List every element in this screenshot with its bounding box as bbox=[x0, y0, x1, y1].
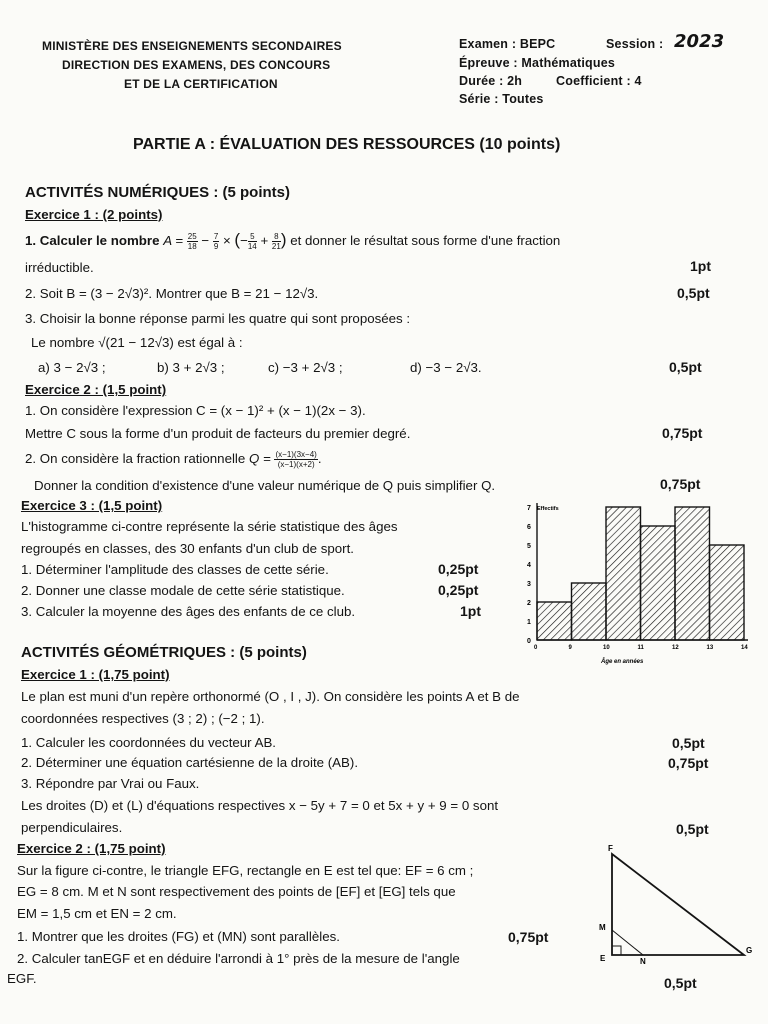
label-g: G bbox=[746, 946, 753, 955]
label-f: F bbox=[608, 844, 613, 853]
histogram-x-tick-label: 10 bbox=[603, 645, 610, 651]
geo-ex1-q2-points: 0,75pt bbox=[668, 755, 709, 771]
numeric-activities-title: ACTIVITÉS NUMÉRIQUES : (5 points) bbox=[25, 184, 291, 201]
histogram-x-tick-label: 9 bbox=[568, 645, 572, 651]
ex1-q3-option-c: c) −3 + 2√3 ; bbox=[268, 360, 343, 375]
duree-label: Durée : 2h bbox=[459, 74, 523, 88]
ex2-q2-text: 2. On considère la fraction rationnelle bbox=[25, 451, 246, 467]
ex3-intro-2: regroupés en classes, des 30 enfants d'un club de sport. bbox=[21, 541, 354, 556]
histogram-xlabel: Âge en années bbox=[601, 659, 644, 665]
ex1-q1-lhs: A = bbox=[163, 233, 184, 248]
ex1-q3: 3. Choisir la bonne réponse parmi les quatre qui sont proposées : bbox=[25, 311, 411, 326]
geo-ex1-q3-statement-cont: perpendiculaires. bbox=[21, 820, 123, 835]
coefficient-label: Coefficient : 4 bbox=[556, 74, 642, 88]
histogram-y-tick-label: 2 bbox=[527, 600, 531, 607]
histogram-bar bbox=[675, 507, 710, 640]
ex1-q1-points: 1pt bbox=[690, 258, 711, 274]
fraction-q: $\frac{(x-1)(3x-4)}{(x-1)(x+2)}$ bbox=[275, 450, 317, 469]
histogram-bar bbox=[641, 526, 676, 640]
ex3-q3-points: 1pt bbox=[460, 603, 481, 619]
histogram-x-tick-label: 13 bbox=[706, 645, 714, 651]
ex1-title: Exercice 1 : (2 points) bbox=[25, 207, 163, 222]
geo-ex2-q2-angle: EGF. bbox=[7, 971, 37, 986]
histogram-x-tick-label: 12 bbox=[672, 645, 679, 651]
ex2-q2-points: 0,75pt bbox=[660, 476, 701, 492]
triangle-figure bbox=[596, 842, 761, 968]
histogram-y-tick-label: 0 bbox=[527, 638, 531, 645]
histogram-ylabel: Effectifs bbox=[537, 506, 559, 512]
ex1-q2: 2. Soit B = (3 − 2√3)². Montrer que B = 21 − 12√3. bbox=[25, 286, 319, 301]
ex3-q1-points: 0,25pt bbox=[438, 561, 479, 577]
fraction-25-18: $\frac{25}{18}$ bbox=[187, 231, 197, 251]
geo-ex2-q2: 2. Calculer tanEGF et en déduire l'arrondi à 1° près de la mesure de l'angle bbox=[17, 951, 460, 966]
histogram-y-tick-label: 3 bbox=[527, 581, 531, 588]
geo-ex2-intro-2: EG = 8 cm. M et N sont respectivement des points de [EF] et [EG] tels que bbox=[17, 884, 456, 899]
fraction-7-9: $\frac{7}{9}$ bbox=[213, 231, 219, 251]
part-a-title: PARTIE A : ÉVALUATION DES RESSOURCES (10 points) bbox=[133, 136, 561, 153]
histogram-y-tick-label: 1 bbox=[527, 619, 531, 626]
geo-ex1-q1-points: 0,5pt bbox=[672, 735, 705, 751]
ex1-q1-number: 1. Calculer le nombre bbox=[25, 233, 160, 248]
geo-ex1-q2: 2. Déterminer une équation cartésienne de la droite (AB). bbox=[21, 755, 359, 770]
ex2-q1-points: 0,75pt bbox=[662, 425, 703, 441]
ex2-q2-instruction: Donner la condition d'existence d'une valeur numérique de Q puis simplifier Q. bbox=[34, 478, 496, 493]
ministry-line-2: DIRECTION DES EXAMENS, DES CONCOURS bbox=[62, 58, 331, 72]
histogram-bar bbox=[537, 602, 572, 640]
age-histogram bbox=[515, 498, 755, 666]
epreuve-label: Épreuve : Mathématiques bbox=[459, 56, 616, 70]
histogram-x-tick-label: 11 bbox=[637, 645, 644, 651]
geo-ex1-title: Exercice 1 : (1,75 point) bbox=[21, 667, 170, 682]
ex3-q2: 2. Donner une classe modale de cette série statistique. bbox=[21, 583, 345, 598]
ex1-q1-rest: et donner le résultat sous forme d'une fraction bbox=[290, 233, 561, 248]
ex3-q2-points: 0,25pt bbox=[438, 582, 479, 598]
geo-ex2-q2-points: 0,5pt bbox=[664, 975, 697, 991]
ex3-intro-1: L'histogramme ci-contre représente la série statistique des âges bbox=[21, 519, 398, 534]
ex2-q2-lhs: Q = bbox=[248, 451, 271, 467]
label-m: M bbox=[599, 923, 606, 932]
geo-ex2-q1-points: 0,75pt bbox=[508, 929, 549, 945]
geo-ex1-q3-statement: Les droites (D) et (L) d'équations respectives x − 5y + 7 = 0 et 5x + y + 9 = 0 sont bbox=[21, 798, 499, 813]
right-angle-mark bbox=[612, 946, 621, 955]
ex1-q3-option-a: a) 3 − 2√3 ; bbox=[38, 360, 106, 375]
fraction-8-21: $\frac{8}{21}$ bbox=[271, 231, 281, 251]
geo-ex1-intro-1: Le plan est muni d'un repère orthonormé (O , I , J). On considère les points A et B de bbox=[21, 689, 520, 704]
ex2-q1-instruction: Mettre C sous la forme d'un produit de facteurs du premier degré. bbox=[25, 426, 411, 441]
geo-ex1-q3: 3. Répondre par Vrai ou Faux. bbox=[21, 776, 200, 791]
ex3-q3: 3. Calculer la moyenne des âges des enfants de ce club. bbox=[21, 604, 356, 619]
ex1-q1-cont: irréductible. bbox=[25, 260, 94, 275]
histogram-x-tick-label: 0 bbox=[534, 645, 538, 651]
geometry-activities-title: ACTIVITÉS GÉOMÉTRIQUES : (5 points) bbox=[21, 644, 307, 661]
histogram-bar bbox=[572, 583, 607, 640]
geo-ex1-intro-2: coordonnées respectives (3 ; 2) ; (−2 ; 1). bbox=[21, 711, 265, 726]
ex2-q2-line: 2. On considère la fraction rationnelle Q = $\frac{(x-1)(3x-4)}{(x-1)(x+2)}$ . bbox=[25, 450, 322, 469]
ex1-q3-points: 0,5pt bbox=[669, 359, 702, 375]
triangle-efg bbox=[612, 854, 744, 955]
ex1-q2-points: 0,5pt bbox=[677, 285, 710, 301]
serie-label: Série : Toutes bbox=[459, 92, 544, 106]
session-year: 2023 bbox=[674, 31, 725, 52]
geo-ex1-q1: 1. Calculer les coordonnées du vecteur AB. bbox=[21, 735, 277, 750]
exam-label: Examen : BEPC bbox=[459, 37, 556, 51]
histogram-bar bbox=[710, 545, 745, 640]
geo-ex1-q3-points: 0,5pt bbox=[676, 821, 709, 837]
label-n: N bbox=[640, 957, 646, 966]
ministry-line-1: MINISTÈRE DES ENSEIGNEMENTS SECONDAIRES bbox=[42, 39, 342, 53]
geo-ex2-intro-3: EM = 1,5 cm et EN = 2 cm. bbox=[17, 906, 177, 921]
histogram-y-tick-label: 7 bbox=[527, 505, 531, 512]
ministry-line-3: ET DE LA CERTIFICATION bbox=[124, 77, 278, 91]
fraction-5-14: $\frac{5}{14}$ bbox=[247, 231, 257, 251]
ex1-q3-option-b: b) 3 + 2√3 ; bbox=[157, 360, 225, 375]
histogram-y-tick-label: 5 bbox=[527, 543, 531, 550]
label-e: E bbox=[600, 954, 606, 963]
histogram-y-tick-label: 6 bbox=[527, 524, 531, 531]
segment-mn bbox=[612, 930, 643, 955]
geo-ex2-q1: 1. Montrer que les droites (FG) et (MN) sont parallèles. bbox=[17, 929, 340, 944]
histogram-x-tick-label: 14 bbox=[741, 645, 748, 651]
histogram-bar bbox=[606, 507, 641, 640]
ex2-title: Exercice 2 : (1,5 point) bbox=[25, 382, 167, 397]
geo-ex2-intro-1: Sur la figure ci-contre, le triangle EFG, rectangle en E est tel que: EF = 6 cm ; bbox=[17, 863, 474, 878]
ex2-q1: 1. On considère l'expression C = (x − 1)² + (x − 1)(2x − 3). bbox=[25, 403, 366, 418]
ex1-q3-statement: Le nombre √(21 − 12√3) est égal à : bbox=[31, 335, 243, 350]
ex1-q1-line: 1. Calculer le nombre A = $\frac{25}{18}$ − $\frac{7}{9}$ × (− $\frac{5}{14}$ + $\frac{8}{21}$ ) et donner le résultat sous forme d'une fraction bbox=[25, 230, 561, 251]
geo-ex2-title: Exercice 2 : (1,75 point) bbox=[17, 841, 166, 856]
session-label: Session : bbox=[606, 37, 664, 51]
ex3-title: Exercice 3 : (1,5 point) bbox=[21, 498, 163, 513]
ex1-q3-option-d: d) −3 − 2√3. bbox=[410, 360, 482, 375]
ex3-q1: 1. Déterminer l'amplitude des classes de cette série. bbox=[21, 562, 329, 577]
histogram-y-tick-label: 4 bbox=[527, 562, 531, 569]
